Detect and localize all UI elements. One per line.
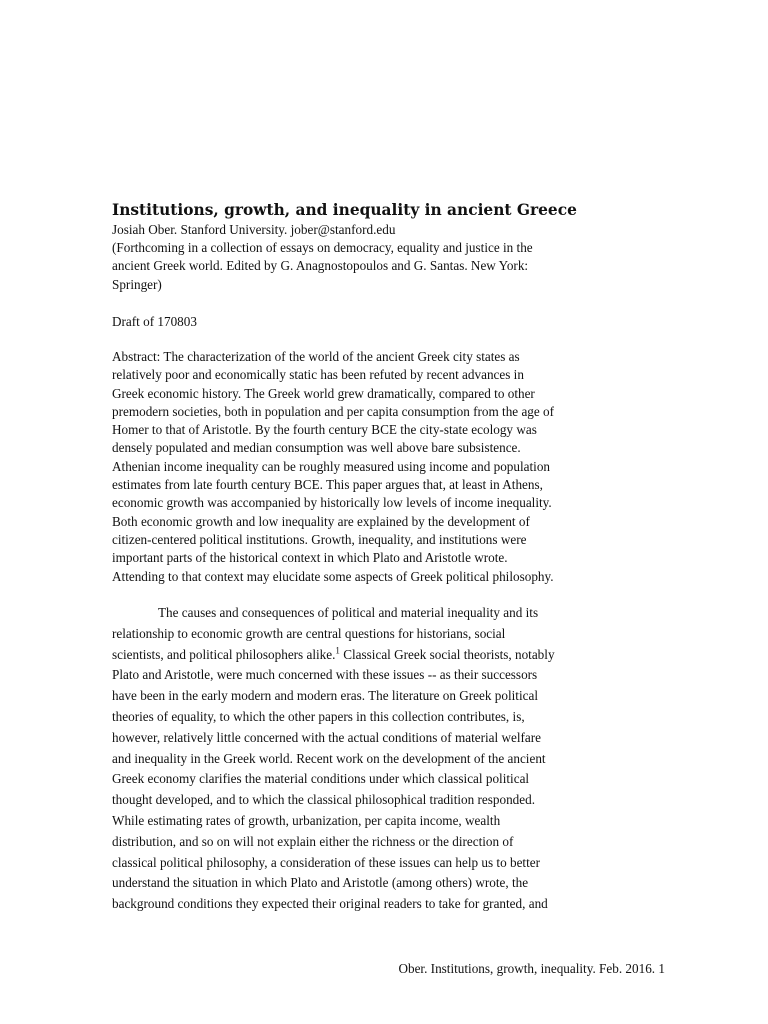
- body-line: background conditions they expected their original readers to take for granted, and: [112, 896, 548, 912]
- abstract-line: densely populated and median consumption was well above bare subsistence.: [112, 440, 521, 456]
- body-line: thought developed, and to which the classical philosophical tradition responded.: [112, 792, 535, 808]
- abstract-line: Athenian income inequality can be roughly measured using income and population: [112, 458, 551, 474]
- abstract: [112, 348, 664, 586]
- abstract-line: Both economic growth and low inequality are explained by the development of: [112, 513, 530, 529]
- abstract-line: important parts of the historical context in which Plato and Aristotle wrote.: [112, 550, 508, 566]
- author-line: Josiah Ober. Stanford University. jober@stanford.edu: [112, 222, 396, 237]
- abstract-line: Attending to that context may elucidate some aspects of Greek political philosophy.: [112, 568, 554, 584]
- abstract-line: economic growth was accompanied by historically low levels of income inequality.: [112, 495, 552, 511]
- body-line: The causes and consequences of political and material inequality and its: [158, 605, 539, 620]
- body-line: classical political philosophy, a consideration of these issues can help us to better: [112, 854, 540, 870]
- abstract-line: estimates from late fourth century BCE. This paper argues that, at least in Athens,: [112, 477, 543, 493]
- abstract-line: relatively poor and economically static has been refuted by recent advances in: [112, 367, 524, 383]
- body-line-text: scientists, and political philosophers alike.: [112, 646, 336, 662]
- draft-date: Draft of 170803: [112, 314, 197, 329]
- body-line: however, relatively little concerned with the actual conditions of material welfare: [112, 729, 541, 745]
- abstract-line: Abstract: The characterization of the world of the ancient Greek city states as: [112, 349, 520, 364]
- abstract-line: citizen-centered political institutions. Growth, inequality, and institutions were: [112, 531, 527, 547]
- footnote-reference[interactable]: 1: [335, 645, 340, 656]
- forthcoming-note: [112, 239, 664, 294]
- abstract-line: Homer to that of Aristotle. By the fourth century BCE the city-state ecology was: [112, 422, 537, 438]
- body-line: relationship to economic growth are central questions for historians, social: [112, 625, 506, 641]
- body-line: have been in the early modern and modern eras. The literature on Greek political: [112, 688, 538, 704]
- body-line-text: Classical Greek social theorists, notably: [339, 646, 555, 662]
- body-line: theories of equality, to which the other papers in this collection contributes, is,: [112, 708, 525, 724]
- abstract-line: premodern societies, both in population and per capita consumption from the age of: [112, 403, 555, 419]
- body-line: While estimating rates of growth, urbanization, per capita income, wealth: [112, 812, 501, 828]
- body-line: distribution, and so on will not explain either the richness or the direction of: [112, 833, 514, 849]
- forthcoming-line: (Forthcoming in a collection of essays on democracy, equality and justice in the: [112, 240, 533, 255]
- forthcoming-line: Springer): [112, 276, 162, 292]
- document-title: Institutions, growth, and inequality in ancient Greece: [112, 201, 577, 219]
- body-paragraph: [112, 603, 664, 915]
- body-line: [112, 645, 664, 666]
- body-line: understand the situation in which Plato and Aristotle (among others) wrote, the: [112, 875, 529, 891]
- body-line: Greek economy clarifies the material conditions under which classical political: [112, 771, 530, 787]
- abstract-line: Greek economic history. The Greek world grew dramatically, compared to other: [112, 385, 535, 401]
- body-line: and inequality in the Greek world. Recent work on the development of the ancient: [112, 750, 546, 766]
- forthcoming-line: ancient Greek world. Edited by G. Anagnostopoulos and G. Santas. New York:: [112, 258, 529, 274]
- body-line: Plato and Aristotle, were much concerned with these issues -- as their successors: [112, 667, 538, 683]
- page-footer: Ober. Institutions, growth, inequality. Feb. 2016. 1: [398, 961, 665, 976]
